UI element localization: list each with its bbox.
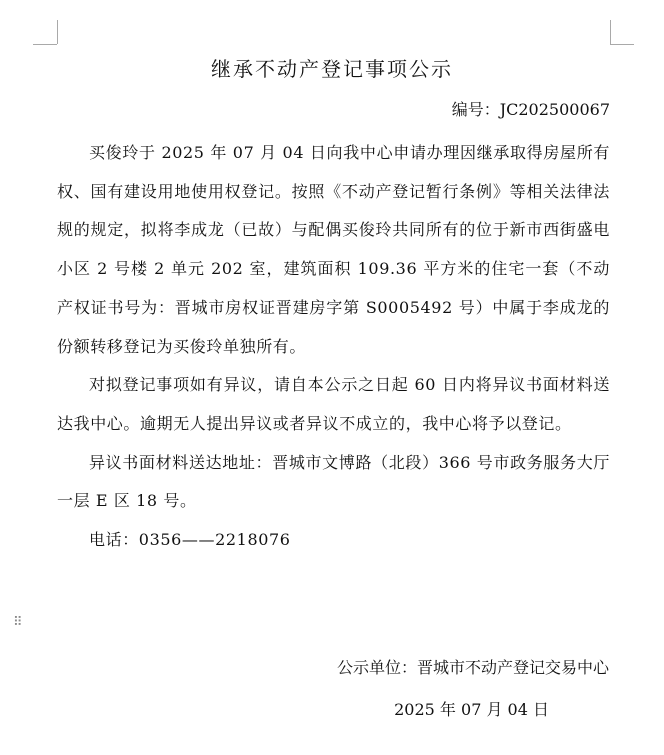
margin-mark-top-left bbox=[57, 20, 58, 44]
document-number: 编号：JC202500067 bbox=[451, 100, 610, 119]
signature-unit: 公示单位：晋城市不动产登记交易中心 bbox=[336, 658, 609, 677]
margin-mark-top-right bbox=[610, 20, 611, 44]
paragraph-objection: 对拟登记事项如有异议，请自本公示之日起 60 日内将异议书面材料送达我中心。逾期无人提出异议或者异议不成立的，我中心将予以登记。 bbox=[57, 375, 610, 433]
notice-body bbox=[57, 134, 610, 560]
notice-title: 继承不动产登记事项公示 bbox=[211, 57, 453, 81]
margin-mark-top-left bbox=[33, 44, 57, 45]
paragraph-phone: 电话：0356——2218076 bbox=[89, 530, 291, 550]
paragraph-address: 异议书面材料送达地址：晋城市文博路（北段）366 号市政务服务大厅一层 E 区 18 号。 bbox=[57, 452, 610, 511]
paragraph-application: 买俊玲于 2025 年 07 月 04 日向我中心申请办理因继承取得房屋所有权、国有建设用地使用权登记。按照《不动产登记暂行条例》等相关法律法规的规定，拟将李成龙（已故）与配偶买俊玲共同所有的位于新市西街盛电小区 2 号楼 2 单元 202 室，建筑面积 109.36 平方米的住宅一套（不动产权证书号为：晋城市房权证晋建房字第 S0005492 号）中属于李成龙的份额转移登记为买俊玲单独所有。 bbox=[57, 143, 610, 356]
margin-mark-top-right bbox=[610, 44, 634, 45]
signature-date: 2025 年 07 月 04 日 bbox=[394, 700, 549, 719]
drag-handle-icon[interactable]: ⠿ bbox=[13, 615, 22, 630]
